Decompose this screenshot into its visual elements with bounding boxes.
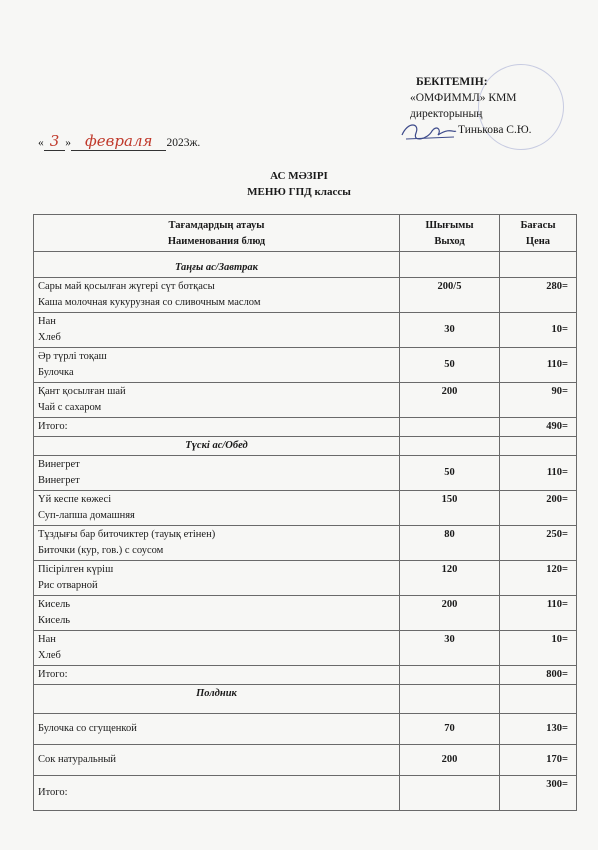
item-output: 50: [400, 348, 500, 383]
table-row: [34, 278, 577, 313]
header-name: [34, 215, 400, 252]
item-name-kz: Винегрет: [38, 459, 80, 470]
item-name-ru: Кисель: [38, 615, 71, 626]
document-date: [38, 132, 200, 151]
section-row: [34, 252, 577, 278]
header-output-ru: Выход: [434, 236, 465, 247]
item-price: 250=: [500, 526, 577, 561]
item-output: 200: [400, 745, 500, 776]
header-price: [500, 215, 577, 252]
item-price: 90=: [500, 383, 577, 418]
date-day: 3: [44, 132, 66, 151]
table-row: [34, 714, 577, 745]
header-name-kz: Тағамдардың атауы: [168, 220, 265, 231]
header-name-ru: Наименования блюд: [167, 236, 266, 247]
table-row: [34, 348, 577, 383]
table-row: [34, 596, 577, 631]
date-month: февраля: [71, 132, 166, 151]
total-row: [34, 666, 577, 685]
item-output: 80: [400, 526, 500, 561]
item-price: 130=: [500, 714, 577, 745]
item-price: 10=: [500, 313, 577, 348]
item-name-ru: Хлеб: [38, 332, 61, 343]
item-output: 30: [400, 313, 500, 348]
header-output: [400, 215, 500, 252]
item-name-kz: Әр түрлі тоқаш: [38, 351, 107, 362]
item-output: 120: [400, 561, 500, 596]
item-name-kz: Нан: [38, 634, 56, 645]
item-price: 200=: [500, 491, 577, 526]
item-name-kz: Сок натуральный: [34, 745, 400, 776]
table-row: [34, 526, 577, 561]
header-price-kz: Бағасы: [520, 220, 556, 231]
item-price: 120=: [500, 561, 577, 596]
table-row: [34, 745, 577, 776]
item-name-kz: Пісірілген күріш: [38, 564, 114, 575]
item-name-kz: Кисель: [38, 599, 71, 610]
item-name-ru: Чай с сахаром: [38, 402, 102, 413]
menu-table: [33, 214, 577, 811]
date-open-quote: «: [38, 137, 44, 149]
item-name-ru: Суп-лапша домашняя: [38, 510, 135, 521]
approval-title: БЕКІТЕМІН:: [416, 76, 488, 88]
item-output: 200/5: [400, 278, 500, 313]
table-row: [34, 561, 577, 596]
director-signature: [398, 117, 458, 147]
item-name-kz: Тұздығы бар биточиктер (тауық етінен): [38, 529, 216, 540]
item-price: 110=: [500, 348, 577, 383]
doc-title-ru: МЕНЮ ГПД классы: [247, 186, 351, 198]
table-row: [34, 383, 577, 418]
approval-position: директорының: [410, 108, 483, 120]
total-row: [34, 418, 577, 437]
item-output: 70: [400, 714, 500, 745]
table-row: [34, 491, 577, 526]
item-name-ru: Хлеб: [38, 650, 61, 661]
item-name-kz: Сары май қосылған жүгері сүт ботқасы: [38, 281, 215, 292]
item-price: 110=: [500, 596, 577, 631]
item-output: 200: [400, 383, 500, 418]
item-output: 150: [400, 491, 500, 526]
item-output: 30: [400, 631, 500, 666]
item-name-kz: Булочка со сгущенкой: [34, 714, 400, 745]
section-row: [34, 437, 577, 456]
item-name-kz: Қант қосылған шай: [38, 386, 126, 397]
item-name-ru: Каша молочная кукурузная со сливочным маслом: [38, 297, 261, 308]
table-row: [34, 456, 577, 491]
item-price: 10=: [500, 631, 577, 666]
item-name-ru: Винегрет: [38, 475, 80, 486]
item-name-kz: Үй кеспе көжесі: [38, 494, 112, 505]
item-price: 110=: [500, 456, 577, 491]
total-value: 490=: [500, 418, 577, 437]
table-header-row: [34, 215, 577, 252]
item-name-ru: Биточки (кур, гов.) с соусом: [38, 545, 164, 556]
section-title: Таңғы ас/Завтрак: [34, 252, 400, 278]
table-row: [34, 631, 577, 666]
total-row: [34, 776, 577, 811]
section-row: [34, 685, 577, 714]
header-output-kz: Шығымы: [425, 220, 474, 231]
item-name-ru: Булочка: [38, 367, 74, 378]
total-label: Итого:: [34, 776, 400, 811]
item-name-kz: Нан: [38, 316, 56, 327]
approval-org: «ОМФИММЛ» КММ: [410, 92, 517, 104]
total-label: Итого:: [34, 418, 400, 437]
item-price: 280=: [500, 278, 577, 313]
approval-signer: Тинькова С.Ю.: [458, 124, 532, 136]
header-price-ru: Цена: [525, 236, 551, 247]
date-close-quote: »: [65, 137, 72, 149]
item-output: 50: [400, 456, 500, 491]
item-name-ru: Рис отварной: [38, 580, 98, 591]
item-output: 200: [400, 596, 500, 631]
table-row: [34, 313, 577, 348]
item-price: 170=: [500, 745, 577, 776]
section-title: Түскі ас/Обед: [34, 437, 400, 456]
total-value: 300=: [500, 776, 577, 811]
doc-title-kz: АС МӘЗІРІ: [270, 170, 328, 182]
total-value: 800=: [500, 666, 577, 685]
date-year: 2023ж.: [166, 137, 201, 149]
total-label: Итого:: [34, 666, 400, 685]
section-title: Полдник: [34, 685, 400, 714]
